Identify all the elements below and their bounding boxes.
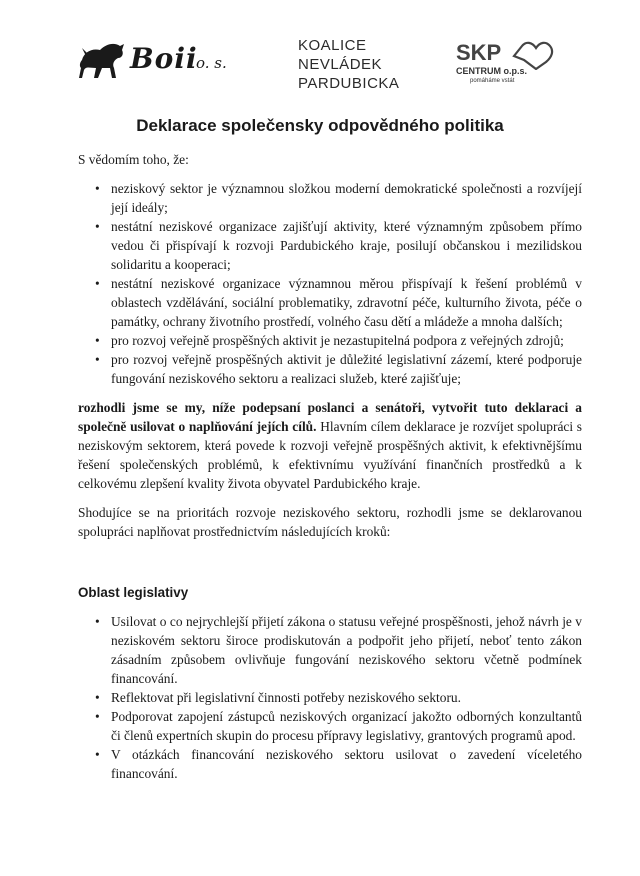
bullet-icon: •: [95, 747, 100, 762]
bullet-icon: •: [95, 709, 100, 724]
resolution-paragraph: [78, 398, 582, 493]
koalice-line: KOALICE: [298, 37, 367, 54]
list-item: [92, 331, 582, 350]
priorities-paragraph: Shodujíce se na prioritách rozvoje neziskového sektoru, rozhodli jsme se deklarovanou spolupráci naplňovat prostřednictvím následujících kroků:: [78, 505, 582, 539]
considerations-list: [92, 179, 582, 388]
list-item: [92, 745, 582, 783]
resolution-rest: Hlavním cílem deklarace je rozvíjet spolupráci s neziskovým sektorem, která povede k rozvoji veřejně prospěšných aktivit, k efektivnějšímu řešení společenských problémů, k efektivnímu využívání finančních prostředků a k celkovému zlepšení kvality života obyvatel Pardubického kraje.: [78, 419, 582, 491]
boii-logo: [78, 38, 268, 84]
list-item: [92, 612, 582, 688]
list-item: [92, 350, 582, 388]
koalice-logo: [298, 36, 448, 93]
list-item: [92, 688, 582, 707]
list-item-text: Podporovat zapojení zástupců neziskových organizací jakožto odborných konzultantů či členů expertních skupin do procesu přípravy legislativy, grantových programů apod.: [111, 709, 582, 743]
bullet-icon: •: [95, 219, 100, 234]
list-item-text: Usilovat o co nejrychlejší přijetí zákona o statusu veřejné prospěšnosti, jehož návrh je v neziskovém sektoru široce prodiskutován a podpořit jeho přijetí, neboť tento zákon zásadním způsobem ovlivňuje fungování neziskového sektoru včetně podmínek financování.: [111, 614, 582, 686]
list-item: [92, 707, 582, 745]
bullet-icon: •: [95, 333, 100, 348]
letterhead: [0, 0, 640, 110]
skp-tagline: pomáháme vstát: [470, 78, 515, 84]
skp-letters: SKP: [456, 40, 502, 65]
intro-text: S vědomím toho, že:: [78, 152, 189, 167]
skp-name: CENTRUM o.p.s.: [456, 66, 527, 76]
list-item: [92, 179, 582, 217]
list-item-text: V otázkách financování neziskového sektoru usilovat o zavedení víceletého financování.: [111, 747, 582, 781]
list-item: [92, 274, 582, 331]
list-item-text: nestátní neziskové organizace zajišťují aktivity, které významným způsobem přímo vedou či přispívají k rozvoji Pardubického kraje, posilují občanskou i mezilidskou solidaritu a kooperaci;: [111, 219, 582, 272]
bullet-icon: •: [95, 181, 100, 196]
section-heading: Oblast legislativy: [78, 585, 189, 600]
document-body: [78, 150, 582, 783]
horse-icon: [78, 38, 128, 82]
bullet-icon: •: [95, 352, 100, 367]
bullet-icon: •: [95, 614, 100, 629]
list-item-text: pro rozvoj veřejně prospěšných aktivit je důležité legislativní zázemí, které podporuje fungování neziskového sektoru a realizaci služeb, které zajišťuje;: [111, 352, 582, 386]
boii-name: Boii: [130, 42, 198, 75]
koalice-line: NEVLÁDEK: [298, 56, 383, 73]
document-title: Deklarace společensky odpovědného politika: [136, 116, 504, 135]
skp-logo: [456, 40, 566, 90]
list-item-text: neziskový sektor je významnou složkou moderní demokratické společnosti a rozvíjejí její ideály;: [111, 181, 582, 215]
list-item: [92, 217, 582, 274]
list-item-text: pro rozvoj veřejně prospěšných aktivit je nezastupitelná podpora z veřejných zdrojů;: [111, 333, 564, 348]
resolution-bold: rozhodli jsme se my, níže podepsaní poslanci a senátoři, vytvořit tuto deklaraci a společně usilovat o naplňování jejích cílů.: [78, 400, 582, 434]
boii-suffix: o. s.: [196, 54, 227, 72]
list-item-text: Reflektovat při legislativní činnosti potřeby neziskového sektoru.: [111, 690, 461, 705]
bullet-icon: •: [95, 276, 100, 291]
legislation-list: [92, 612, 582, 783]
list-item-text: nestátní neziskové organizace významnou měrou přispívají k řešení problémů v oblastech vzdělávání, sociální problematiky, zdravotní péče, kulturního života, péče o památky, ochrany životního prostředí, volného času dětí a mládeže a mnoha dalších;: [111, 276, 582, 329]
koalice-line: PARDUBICKA: [298, 75, 400, 92]
bullet-icon: •: [95, 690, 100, 705]
